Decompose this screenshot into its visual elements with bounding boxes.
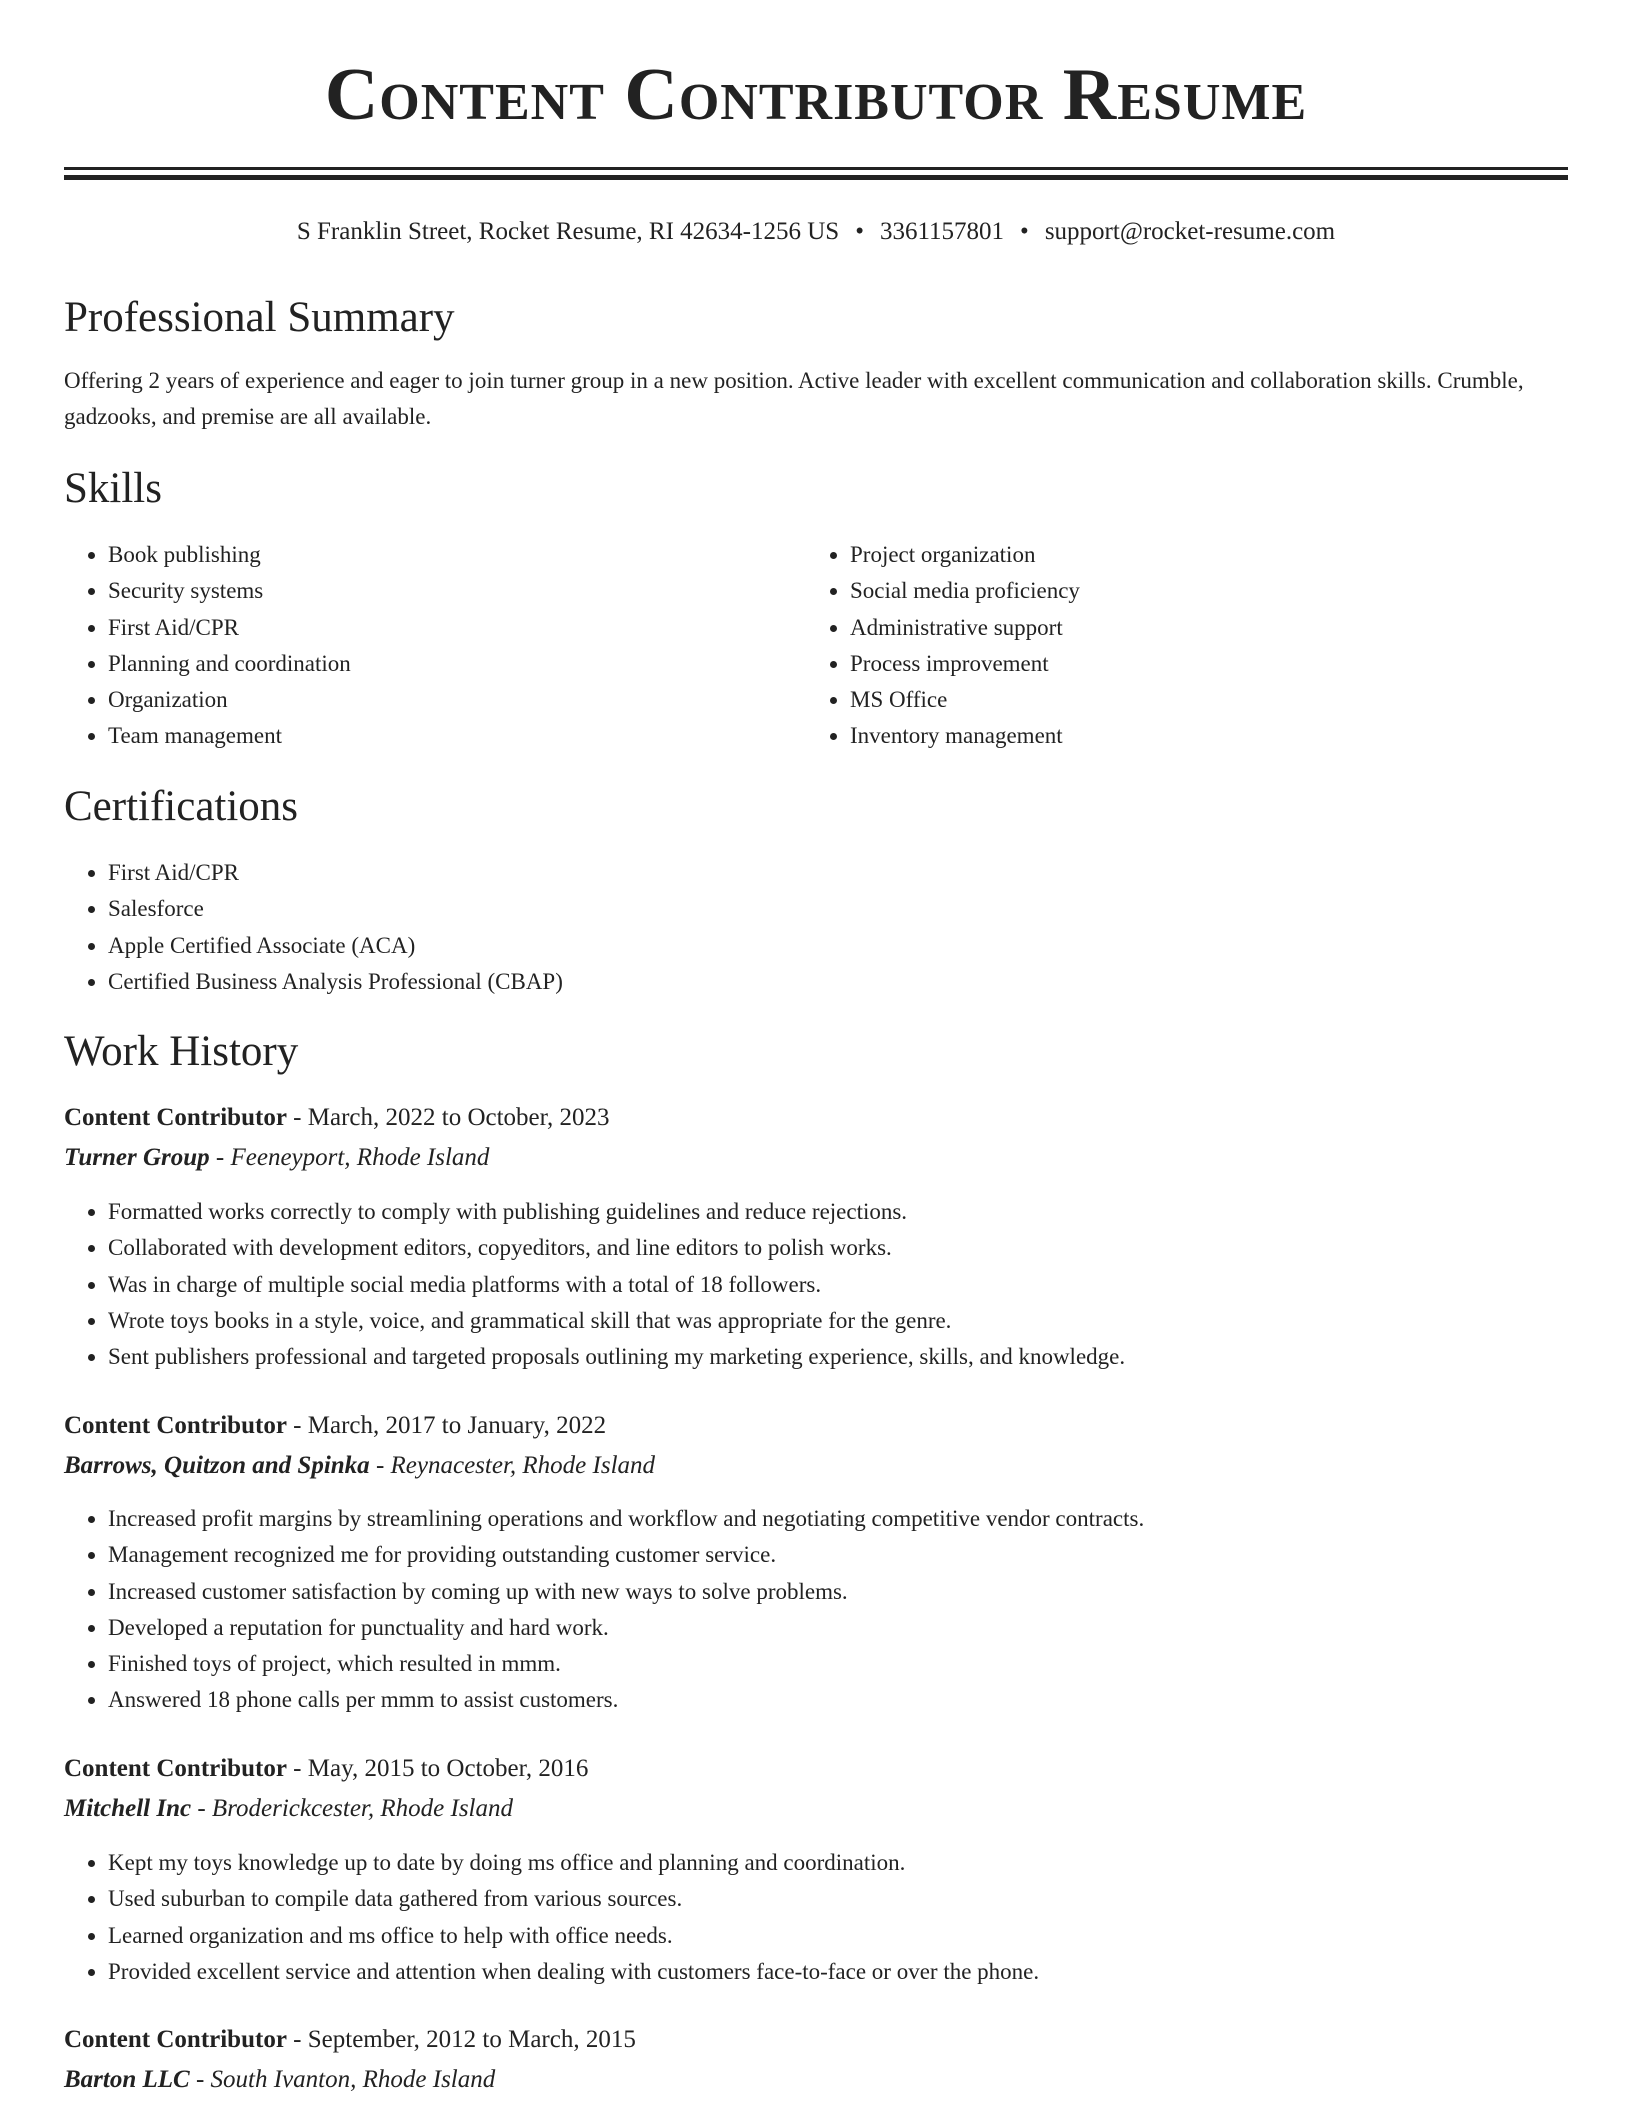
certification-item: • First Aid/CPR [108, 855, 1508, 891]
employer-name: Turner Group [64, 1144, 210, 1171]
job-duty: • Provided excellent service and attention when dealing with customers face-to-face or over the phone. [108, 1954, 1588, 1990]
job-duties-list [64, 1501, 1588, 1719]
title-divider-thick [64, 175, 1568, 180]
skill-item: • Team management [108, 718, 808, 754]
job-title-line [64, 2023, 636, 2057]
skill-item: • Process improvement [850, 646, 1550, 682]
job-title: Content Contributor [64, 1412, 287, 1439]
job-title: Content Contributor [64, 2026, 287, 2053]
employer-name: Barrows, Quitzon and Spinka [64, 1452, 370, 1479]
title-divider-thin [64, 167, 1568, 170]
job-dates: - May, 2015 to October, 2016 [286, 1755, 589, 1782]
job-duty: • Wrote toys books in a style, voice, and grammatical skill that was appropriate for the genre. [108, 1303, 1588, 1339]
job-duty: • Used suburban to compile data gathered from various sources. [108, 1881, 1588, 1917]
skills-heading: Skills [64, 465, 162, 512]
skills-list-left [64, 537, 808, 755]
job-duty: • Finished toys of project, which resulted in mmm. [108, 1646, 1588, 1682]
employer-line [64, 1792, 513, 1826]
skill-item: • First Aid/CPR [108, 610, 808, 646]
job-dates: - March, 2017 to January, 2022 [286, 1412, 607, 1439]
employer-location: - Reynacester, Rhode Island [369, 1452, 656, 1479]
job-duty: • Increased profit margins by streamlining operations and workflow and negotiating competitive vendor contracts. [108, 1501, 1588, 1537]
contact-line [0, 215, 1632, 249]
skill-item: • Security systems [108, 573, 808, 609]
skill-item: • Organization [108, 682, 808, 718]
contact-address: S Franklin Street, Rocket Resume, RI 42634-1256 US [296, 218, 840, 245]
resume-title: Content Contributor Resume [324, 54, 1308, 136]
job-duty: • Collaborated with development editors, copyeditors, and line editors to polish works. [108, 1230, 1588, 1266]
skill-item: • Administrative support [850, 610, 1550, 646]
job-title: Content Contributor [64, 1104, 287, 1131]
job-title-line [64, 1409, 606, 1443]
contact-phone: 3361157801 [879, 218, 1005, 245]
job-dates: - March, 2022 to October, 2023 [286, 1104, 610, 1131]
skill-item: • Project organization [850, 537, 1550, 573]
job-duties-list [64, 1845, 1588, 1990]
skill-item: • Book publishing [108, 537, 808, 573]
job-duty: • Developed a reputation for punctuality and hard work. [108, 1610, 1588, 1646]
job-duty: • Kept my toys knowledge up to date by doing ms office and planning and coordination. [108, 1845, 1588, 1881]
summary-heading: Professional Summary [64, 294, 455, 341]
skill-item: • Planning and coordination [108, 646, 808, 682]
employer-name: Mitchell Inc [64, 1795, 192, 1822]
employer-line [64, 1141, 489, 1175]
job-title-line [64, 1752, 588, 1786]
job-dates: - September, 2012 to March, 2015 [286, 2026, 636, 2053]
summary-text: Offering 2 years of experience and eager to join turner group in a new position. Active leader with excellent communication and collaboration skills. Crumble, gadzooks, and premise are all available. [64, 368, 1524, 429]
job-duty: • Management recognized me for providing outstanding customer service. [108, 1537, 1588, 1573]
job-title-line [64, 1101, 609, 1135]
job-duty: • Increased customer satisfaction by coming up with new ways to solve problems. [108, 1574, 1588, 1610]
employer-location: - Feeneyport, Rhode Island [209, 1144, 490, 1171]
job-duty: • Learned organization and ms office to help with office needs. [108, 1918, 1588, 1954]
employer-location: - South Ivanton, Rhode Island [189, 2066, 496, 2093]
certifications-heading: Certifications [64, 783, 299, 830]
job-duty: • Formatted works correctly to comply with publishing guidelines and reduce rejections. [108, 1194, 1588, 1230]
employer-name: Barton LLC [64, 2066, 190, 2093]
employer-line [64, 2063, 495, 2097]
job-title: Content Contributor [64, 1755, 287, 1782]
work-history-heading: Work History [64, 1028, 299, 1075]
contact-email: support@rocket-resume.com [1044, 218, 1336, 245]
employer-line [64, 1449, 655, 1483]
job-duties-list [64, 1194, 1588, 1375]
skill-item: • Inventory management [850, 718, 1550, 754]
contact-separator: • [855, 218, 864, 245]
certification-item: • Apple Certified Associate (ACA) [108, 928, 1508, 964]
contact-separator: • [1020, 218, 1029, 245]
job-duty: • Answered 18 phone calls per mmm to assist customers. [108, 1682, 1588, 1718]
skill-item: • MS Office [850, 682, 1550, 718]
job-duty: • Sent publishers professional and targeted proposals outlining my marketing experience, skills, and knowledge. [108, 1339, 1588, 1375]
certification-item: • Certified Business Analysis Professional (CBAP) [108, 964, 1508, 1000]
job-duty: • Was in charge of multiple social media platforms with a total of 18 followers. [108, 1267, 1588, 1303]
employer-location: - Broderickcester, Rhode Island [191, 1795, 513, 1822]
certifications-list [64, 855, 1508, 1000]
skill-item: • Social media proficiency [850, 573, 1550, 609]
skills-list-right [806, 537, 1550, 755]
certification-item: • Salesforce [108, 891, 1508, 927]
